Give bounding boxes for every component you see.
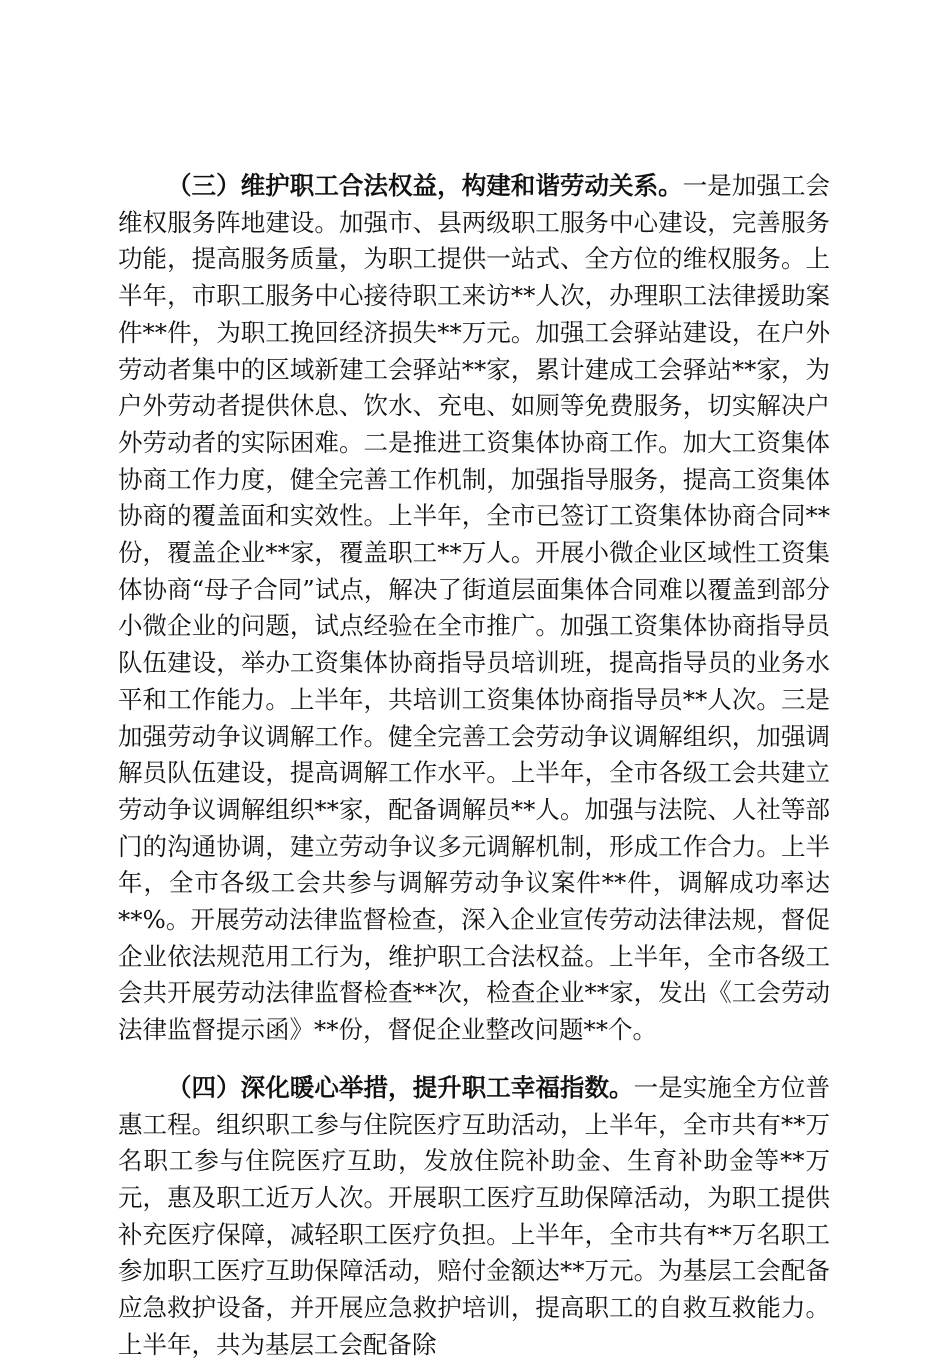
section-paragraph-4 — [118, 1070, 830, 1364]
section-paragraph-3 — [118, 168, 830, 1049]
section-body-3: 一是加强工会维权服务阵地建设。加强市、县两级职工服务中心建设，完善服务功能，提高服务质量，为职工提供一站式、全方位的维权服务。上半年，市职工服务中心接待职工来访**人次，办理职工法律援助案件**件，为职工挽回经济损失**万元。加强工会驿站建设，在户外劳动者集中的区域新建工会驿站**家，累计建成工会驿站**家，为户外劳动者提供休息、饮水、充电、如厕等免费服务，切实解决户外劳动者的实际困难。二是推进工资集体协商工作。加大工资集体协商工作力度，健全完善工作机制，加强指导服务，提高工资集体协商的覆盖面和实效性。上半年，全市已签订工资集体协商合同**份，覆盖企业**家，覆盖职工**万人。开展小微企业区域性工资集体协商“母子合同”试点，解决了街道层面集体合同难以覆盖到部分小微企业的问题，试点经验在全市推广。加强工资集体协商指导员队伍建设，举办工资集体协商指导员培训班，提高指导员的业务水平和工作能力。上半年，共培训工资集体协商指导员**人次。三是加强劳动争议调解工作。健全完善工会劳动争议调解组织，加强调解员队伍建设，提高调解工作水平。上半年，全市各级工会共建立劳动争议调解组织**家，配备调解员**人。加强与法院、人社等部门的沟通协调，建立劳动争议多元调解机制，形成工作合力。上半年，全市各级工会共参与调解劳动争议案件**件，调解成功率达**%。开展劳动法律监督检查，深入企业宣传劳动法律法规，督促企业依法规范用工行为，维护职工合法权益。上半年，全市各级工会共开展劳动法律监督检查**次，检查企业**家，发出《工会劳动法律监督提示函》**份，督促企业整改问题**个。 — [118, 171, 831, 1045]
document-body — [118, 168, 830, 1364]
section-body-4: 一是实施全方位普惠工程。组织职工参与住院医疗互助活动，上半年，全市共有**万名职工参与住院医疗互助，发放住院补助金、生育补助金等**万元，惠及职工近万人次。开展职工医疗互助保障活动，为职工提供补充医疗保障，减轻职工医疗负担。上半年，全市共有**万名职工参加职工医疗互助保障活动，赔付金额达**万元。为基层工会配备应急救护设备，并开展应急救护培训，提高职工的自救互救能力。上半年，共为基层工会配备除 — [118, 1072, 831, 1359]
section-heading-4: （四）深化暖心举措，提升职工幸福指数。 — [167, 1072, 634, 1102]
section-heading-3: （三）维护职工合法权益，构建和谐劳动关系。 — [167, 171, 683, 200]
